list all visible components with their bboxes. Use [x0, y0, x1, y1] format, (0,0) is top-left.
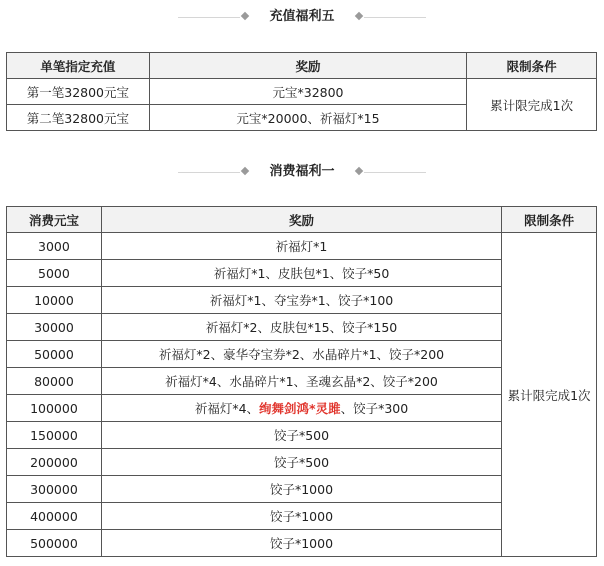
consume-reward: 祈福灯*2、豪华夺宝券*2、水晶碎片*1、饺子*200 — [101, 341, 501, 368]
limit-condition: 累计限完成1次 — [467, 79, 597, 131]
consume-amount: 500000 — [7, 530, 102, 557]
consume-reward: 祈福灯*2、皮肤包*15、饺子*150 — [101, 314, 501, 341]
consume-amount: 30000 — [7, 314, 102, 341]
consume-amount: 300000 — [7, 476, 102, 503]
header-reward: 奖励 — [149, 53, 466, 79]
recharge-condition: 第二笔32800元宝 — [7, 105, 150, 131]
consume-reward: 祈福灯*1 — [101, 233, 501, 260]
table-header-row — [7, 53, 597, 79]
recharge-reward: 元宝*20000、祈福灯*15 — [149, 105, 466, 131]
consume-reward: 饺子*500 — [101, 422, 501, 449]
consume-reward: 饺子*1000 — [101, 476, 501, 503]
section1-title: 充值福利五 — [269, 9, 335, 24]
consume-reward: 饺子*500 — [101, 449, 501, 476]
consume-amount: 10000 — [7, 287, 102, 314]
recharge-reward: 元宝*32800 — [149, 79, 466, 105]
consume-reward — [101, 395, 501, 422]
header-amount: 消费元宝 — [7, 207, 102, 233]
recharge-welfare-table — [6, 52, 597, 131]
consume-amount: 3000 — [7, 233, 102, 260]
section2-heading — [0, 162, 604, 182]
header-limit: 限制条件 — [502, 207, 597, 233]
consume-amount: 50000 — [7, 341, 102, 368]
consume-amount: 100000 — [7, 395, 102, 422]
header-reward: 奖励 — [101, 207, 501, 233]
reward-text: 祈福灯*4、 — [194, 401, 260, 416]
consume-reward: 祈福灯*1、皮肤包*1、饺子*50 — [101, 260, 501, 287]
table-row — [7, 233, 597, 260]
table-header-row — [7, 207, 597, 233]
consumption-welfare-table — [6, 206, 597, 557]
consume-reward: 饺子*1000 — [101, 530, 501, 557]
section2-title: 消费福利一 — [269, 164, 335, 179]
table-row — [7, 79, 597, 105]
highlight-reward: 绚舞剑鸿*灵雎 — [259, 401, 341, 416]
recharge-condition: 第一笔32800元宝 — [7, 79, 150, 105]
divider-line-right — [364, 172, 426, 173]
consume-amount: 5000 — [7, 260, 102, 287]
consume-reward: 饺子*1000 — [101, 503, 501, 530]
consume-amount: 80000 — [7, 368, 102, 395]
consume-amount: 150000 — [7, 422, 102, 449]
consume-amount: 400000 — [7, 503, 102, 530]
limit-condition: 累计限完成1次 — [502, 233, 597, 557]
consume-amount: 200000 — [7, 449, 102, 476]
reward-text: 、饺子*300 — [340, 401, 409, 416]
consume-reward: 祈福灯*1、夺宝券*1、饺子*100 — [101, 287, 501, 314]
divider-line-right — [364, 17, 426, 18]
header-limit: 限制条件 — [467, 53, 597, 79]
section1-heading — [0, 7, 604, 27]
header-condition: 单笔指定充值 — [7, 53, 150, 79]
consume-reward: 祈福灯*4、水晶碎片*1、圣魂玄晶*2、饺子*200 — [101, 368, 501, 395]
